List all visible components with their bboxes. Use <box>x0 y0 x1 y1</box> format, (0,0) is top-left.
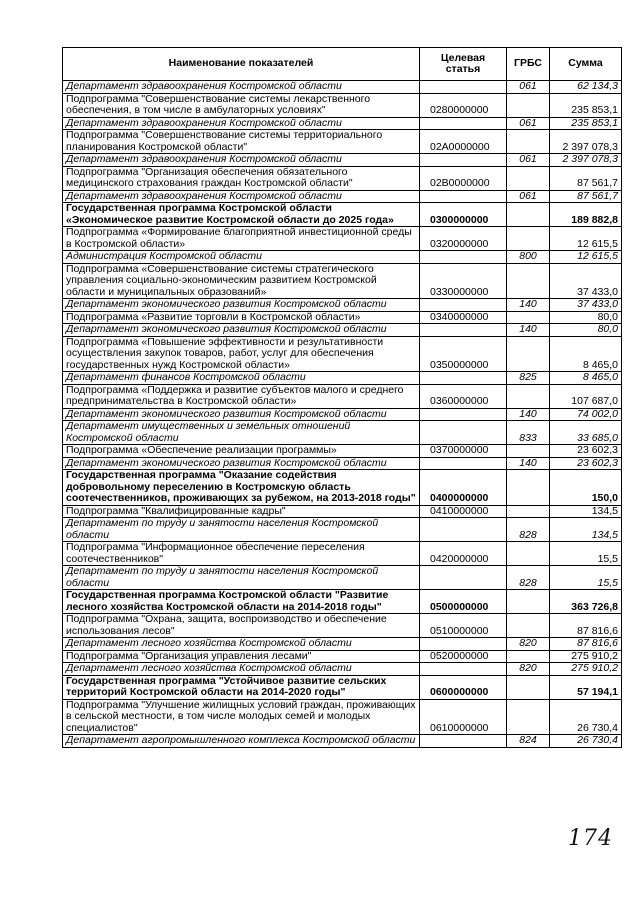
cell-name: Департамент лесного хозяйства Костромской области <box>63 663 420 676</box>
cell-name: Подпрограмма «Обеспечение реализации программы» <box>63 445 420 458</box>
cell-code: 0610000000 <box>420 699 507 735</box>
cell-sum: 363 726,8 <box>550 590 622 614</box>
cell-code: 0360000000 <box>420 384 507 408</box>
cell-name: Подпрограмма "Совершенствование системы территориального планирования Костромской области" <box>63 130 420 154</box>
cell-sum: 8 465,0 <box>550 336 622 372</box>
cell-sum: 2 397 078,3 <box>550 154 622 167</box>
cell-name: Подпрограмма "Организация управления лесами" <box>63 650 420 663</box>
cell-code <box>420 190 507 203</box>
cell-grbs: 833 <box>507 421 550 445</box>
table-row <box>63 699 622 735</box>
table-row <box>63 650 622 663</box>
table-row <box>63 299 622 312</box>
cell-sum: 57 194,1 <box>550 675 622 699</box>
cell-grbs <box>507 130 550 154</box>
cell-name: Департамент здравоохранения Костромской области <box>63 117 420 130</box>
cell-grbs: 820 <box>507 663 550 676</box>
table-row <box>63 505 622 518</box>
cell-grbs <box>507 470 550 506</box>
cell-name: Департамент экономического развития Костромской области <box>63 299 420 312</box>
cell-sum: 62 134,3 <box>550 81 622 94</box>
cell-sum: 12 615,5 <box>550 251 622 264</box>
cell-sum: 107 687,0 <box>550 384 622 408</box>
cell-code: 0280000000 <box>420 93 507 117</box>
cell-sum: 8 465,0 <box>550 372 622 385</box>
cell-code: 0410000000 <box>420 505 507 518</box>
cell-grbs: 061 <box>507 81 550 94</box>
cell-grbs: 825 <box>507 372 550 385</box>
cell-grbs <box>507 699 550 735</box>
table-row <box>63 324 622 337</box>
cell-sum: 275 910,2 <box>550 663 622 676</box>
cell-grbs <box>507 203 550 227</box>
cell-name: Администрация Костромской области <box>63 251 420 264</box>
table-row <box>63 227 622 251</box>
cell-name: Департамент имущественных и земельных отношений Костромской области <box>63 421 420 445</box>
table-row <box>63 590 622 614</box>
table-header-row <box>63 48 622 81</box>
cell-grbs <box>507 542 550 566</box>
cell-sum: 150,0 <box>550 470 622 506</box>
cell-code <box>420 421 507 445</box>
cell-name: Подпрограмма "Охрана, защита, воспроизводство и обеспечение использования лесов" <box>63 614 420 638</box>
budget-table <box>62 47 622 748</box>
cell-grbs: 800 <box>507 251 550 264</box>
cell-grbs <box>507 445 550 458</box>
cell-sum: 37 433,0 <box>550 263 622 299</box>
cell-code <box>420 251 507 264</box>
cell-code: 0510000000 <box>420 614 507 638</box>
cell-sum: 189 882,8 <box>550 203 622 227</box>
table-row <box>63 663 622 676</box>
table-row <box>63 130 622 154</box>
cell-code <box>420 299 507 312</box>
cell-name: Департамент финансов Костромской области <box>63 372 420 385</box>
cell-code <box>420 518 507 542</box>
cell-code <box>420 324 507 337</box>
cell-sum: 80,0 <box>550 311 622 324</box>
cell-sum: 275 910,2 <box>550 650 622 663</box>
cell-sum: 2 397 078,3 <box>550 130 622 154</box>
cell-name: Департамент здравоохранения Костромской области <box>63 81 420 94</box>
header-code: Целевая статья <box>420 48 507 81</box>
cell-sum: 26 730,4 <box>550 735 622 748</box>
cell-grbs: 061 <box>507 117 550 130</box>
table-row <box>63 518 622 542</box>
cell-grbs: 140 <box>507 457 550 470</box>
cell-grbs <box>507 675 550 699</box>
cell-name: Департамент экономического развития Костромской области <box>63 408 420 421</box>
cell-grbs <box>507 650 550 663</box>
table-row <box>63 566 622 590</box>
cell-name: Департамент по труду и занятости населения Костромской области <box>63 566 420 590</box>
cell-grbs: 140 <box>507 299 550 312</box>
table-row <box>63 638 622 651</box>
cell-grbs <box>507 336 550 372</box>
cell-code: 0350000000 <box>420 336 507 372</box>
page-number: 174 <box>568 826 613 851</box>
table-row <box>63 457 622 470</box>
table-row <box>63 675 622 699</box>
cell-sum: 33 685,0 <box>550 421 622 445</box>
cell-grbs <box>507 166 550 190</box>
table-body <box>63 81 622 748</box>
cell-code: 0330000000 <box>420 263 507 299</box>
header-grbs: ГРБС <box>507 48 550 81</box>
cell-code: 0520000000 <box>420 650 507 663</box>
cell-grbs: 061 <box>507 190 550 203</box>
cell-grbs: 824 <box>507 735 550 748</box>
cell-code: 0320000000 <box>420 227 507 251</box>
table-row <box>63 735 622 748</box>
cell-code: 02А0000000 <box>420 130 507 154</box>
cell-grbs: 140 <box>507 408 550 421</box>
table-row <box>63 421 622 445</box>
cell-name: Государственная программа "Оказание содействия добровольному переселению в Костромскую область соотечественников, проживающих за рубежом, на 2013-2018 годы" <box>63 470 420 506</box>
cell-code <box>420 663 507 676</box>
cell-code <box>420 638 507 651</box>
cell-sum: 15,5 <box>550 566 622 590</box>
cell-name: Департамент экономического развития Костромской области <box>63 457 420 470</box>
cell-sum: 12 615,5 <box>550 227 622 251</box>
cell-name: Подпрограмма «Повышение эффективности и результативности осуществления закупок товаров, работ, услуг для обеспечения государственных нужд Костромской области» <box>63 336 420 372</box>
cell-code: 0370000000 <box>420 445 507 458</box>
cell-name: Подпрограмма «Формирование благоприятной инвестиционной среды в Костромской области» <box>63 227 420 251</box>
header-sum: Сумма <box>550 48 622 81</box>
cell-name: Подпрограмма «Развитие торговли в Костромской области» <box>63 311 420 324</box>
cell-code <box>420 117 507 130</box>
cell-name: Департамент лесного хозяйства Костромской области <box>63 638 420 651</box>
cell-name: Подпрограмма «Совершенствование системы стратегического управления социально-экономическим развитием Костромской области и муниципальных образований» <box>63 263 420 299</box>
cell-grbs <box>507 263 550 299</box>
cell-sum: 134,5 <box>550 505 622 518</box>
cell-name: Подпрограмма "Совершенствование системы лекарственного обеспечения, в том числе в амбулаторных условиях" <box>63 93 420 117</box>
cell-sum: 74 002,0 <box>550 408 622 421</box>
table-row <box>63 372 622 385</box>
cell-grbs: 820 <box>507 638 550 651</box>
cell-code: 0420000000 <box>420 542 507 566</box>
cell-name: Департамент здравоохранения Костромской области <box>63 190 420 203</box>
table-row <box>63 190 622 203</box>
table-row <box>63 470 622 506</box>
cell-sum: 26 730,4 <box>550 699 622 735</box>
cell-sum: 235 853,1 <box>550 93 622 117</box>
header-name: Наименование показателей <box>63 48 420 81</box>
cell-sum: 23 602,3 <box>550 457 622 470</box>
cell-grbs <box>507 590 550 614</box>
table-row <box>63 166 622 190</box>
cell-code: 0300000000 <box>420 203 507 227</box>
cell-sum: 23 602,3 <box>550 445 622 458</box>
cell-name: Подпрограмма «Поддержка и развитие субъектов малого и среднего предпринимательства в Костромской области» <box>63 384 420 408</box>
cell-code: 0500000000 <box>420 590 507 614</box>
table-row <box>63 263 622 299</box>
cell-name: Государственная программа Костромской области "Развитие лесного хозяйства Костромской области на 2014-2018 годы" <box>63 590 420 614</box>
table-row <box>63 336 622 372</box>
cell-grbs <box>507 93 550 117</box>
cell-code <box>420 154 507 167</box>
cell-code <box>420 735 507 748</box>
table-row <box>63 93 622 117</box>
cell-sum: 87 561,7 <box>550 166 622 190</box>
cell-code <box>420 81 507 94</box>
cell-name: Подпрограмма "Информационное обеспечение переселения соотечественников" <box>63 542 420 566</box>
cell-grbs <box>507 614 550 638</box>
cell-sum: 80,0 <box>550 324 622 337</box>
table-row <box>63 408 622 421</box>
cell-code: 0340000000 <box>420 311 507 324</box>
cell-name: Подпрограмма "Квалифицированные кадры" <box>63 505 420 518</box>
cell-code <box>420 408 507 421</box>
cell-code <box>420 457 507 470</box>
cell-name: Государственная программа "Устойчивое развитие сельских территорий Костромской области на 2014-2020 годы" <box>63 675 420 699</box>
table-row <box>63 251 622 264</box>
cell-code: 02В0000000 <box>420 166 507 190</box>
cell-sum: 37 433,0 <box>550 299 622 312</box>
table-row <box>63 614 622 638</box>
table-row <box>63 81 622 94</box>
cell-sum: 87 816,6 <box>550 638 622 651</box>
table-row <box>63 311 622 324</box>
table-row <box>63 542 622 566</box>
cell-name: Государственная программа Костромской области «Экономическое развитие Костромской области до 2025 года» <box>63 203 420 227</box>
cell-name: Департамент по труду и занятости населения Костромской области <box>63 518 420 542</box>
cell-code <box>420 372 507 385</box>
cell-sum: 87 561,7 <box>550 190 622 203</box>
cell-grbs: 140 <box>507 324 550 337</box>
cell-grbs <box>507 384 550 408</box>
table-row <box>63 203 622 227</box>
cell-grbs <box>507 227 550 251</box>
cell-sum: 15,5 <box>550 542 622 566</box>
table-row <box>63 117 622 130</box>
cell-name: Подпрограмма "Улучшение жилищных условий граждан, проживающих в сельской местности, в том числе молодых семей и молодых специалистов" <box>63 699 420 735</box>
cell-name: Департамент здравоохранения Костромской области <box>63 154 420 167</box>
cell-sum: 87 816,6 <box>550 614 622 638</box>
cell-name: Подпрограмма "Организация обеспечения обязательного медицинского страхования граждан Костромской области" <box>63 166 420 190</box>
cell-name: Департамент агропромышленного комплекса Костромской области <box>63 735 420 748</box>
table-row <box>63 384 622 408</box>
cell-grbs <box>507 505 550 518</box>
cell-code <box>420 566 507 590</box>
cell-grbs: 828 <box>507 566 550 590</box>
cell-sum: 134,5 <box>550 518 622 542</box>
cell-sum: 235 853,1 <box>550 117 622 130</box>
table-row <box>63 154 622 167</box>
cell-grbs: 828 <box>507 518 550 542</box>
cell-grbs: 061 <box>507 154 550 167</box>
cell-code: 0600000000 <box>420 675 507 699</box>
cell-name: Департамент экономического развития Костромской области <box>63 324 420 337</box>
cell-grbs <box>507 311 550 324</box>
table-row <box>63 445 622 458</box>
cell-code: 0400000000 <box>420 470 507 506</box>
